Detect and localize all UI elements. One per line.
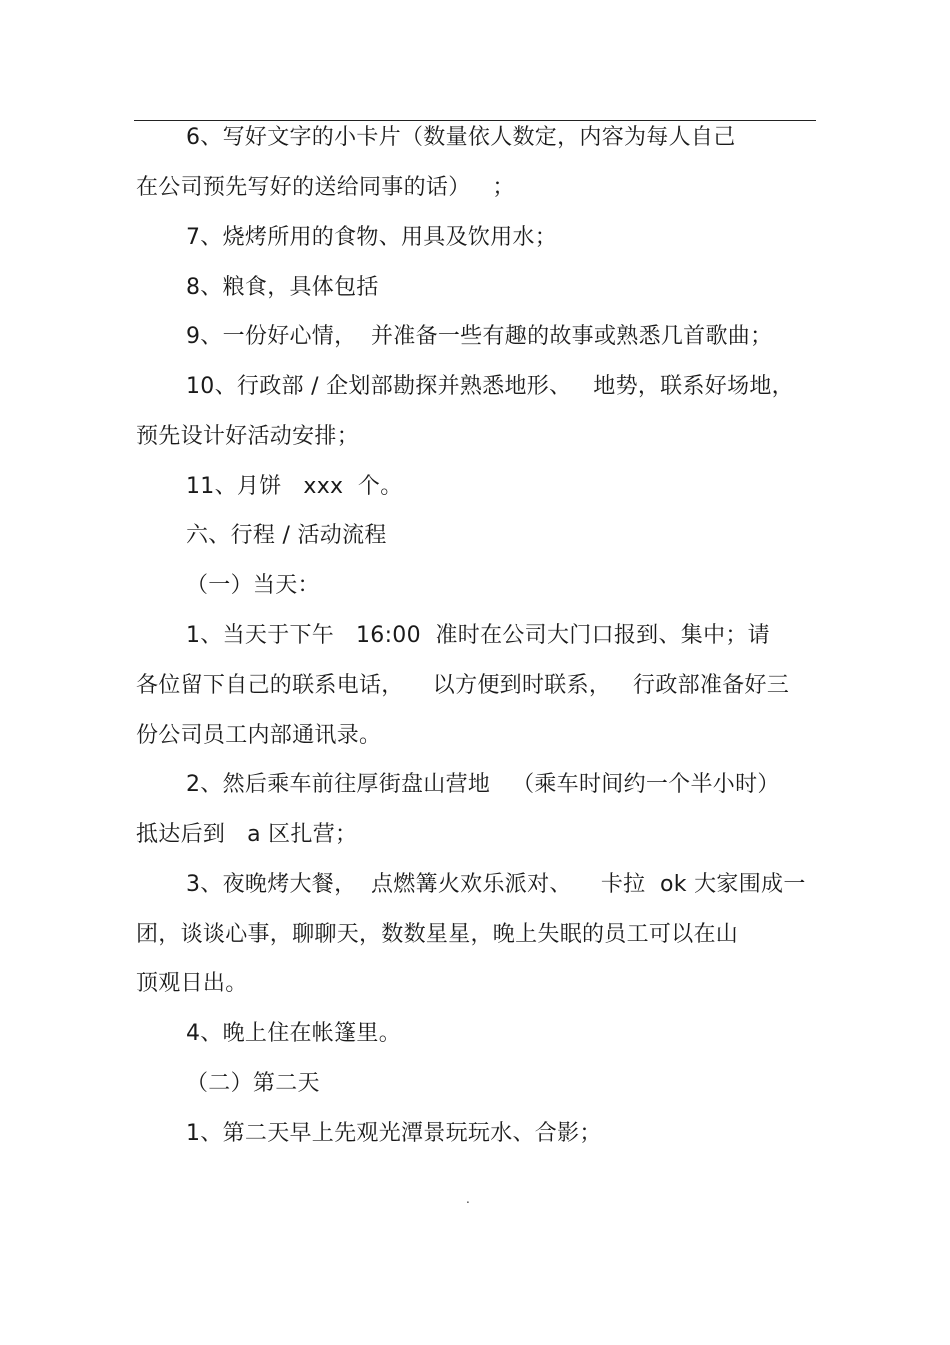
text-line: 1、第二天早上先观光潭景玩玩水、合影； — [186, 1121, 602, 1146]
text-line: 11、月饼 xxx 个。 — [186, 474, 403, 499]
text-line: 份公司员工内部通讯录。 — [136, 723, 382, 748]
page-footer-mark: . — [466, 1192, 470, 1206]
text-line: 1、当天于下午 16:00 准时在公司大门口报到、集中；请 — [186, 623, 770, 648]
text-line: 各位留下自己的联系电话， 以方便到时联系， 行政部准备好三 — [136, 673, 790, 698]
text-line: 6、写好文字的小卡片（数量依人数定，内容为每人自己 — [186, 125, 736, 150]
text-line: 2、然后乘车前往厚街盘山营地 （乘车时间约一个半小时） — [186, 772, 780, 797]
text-line: 团，谈谈心事，聊聊天，数数星星，晚上失眠的员工可以在山 — [136, 922, 739, 947]
text-line: 4、晚上住在帐篷里。 — [186, 1021, 401, 1046]
text-line: 在公司预先写好的送给同事的话） ； — [136, 175, 515, 200]
subsection-heading: （一）当天： — [186, 573, 320, 598]
header-rule — [134, 120, 816, 121]
text-line: 顶观日出。 — [136, 971, 248, 996]
text-line: 3、夜晚烤大餐， 点燃篝火欢乐派对、 卡拉 ok 大家围成一 — [186, 872, 806, 897]
subsection-heading: （二）第二天 — [186, 1071, 320, 1096]
text-line: 9、一份好心情， 并准备一些有趣的故事或熟悉几首歌曲； — [186, 324, 773, 349]
text-line: 7、烧烤所用的食物、用具及饮用水； — [186, 225, 558, 250]
text-line: 10、行政部 / 企划部勘探并熟悉地形、 地势，联系好场地， — [186, 374, 794, 399]
text-line: 抵达后到 a 区扎营； — [136, 822, 358, 847]
section-heading: 六、行程 / 活动流程 — [186, 523, 387, 548]
text-line: 预先设计好活动安排； — [136, 424, 360, 449]
text-line: 8、粮食，具体包括 — [186, 275, 379, 300]
